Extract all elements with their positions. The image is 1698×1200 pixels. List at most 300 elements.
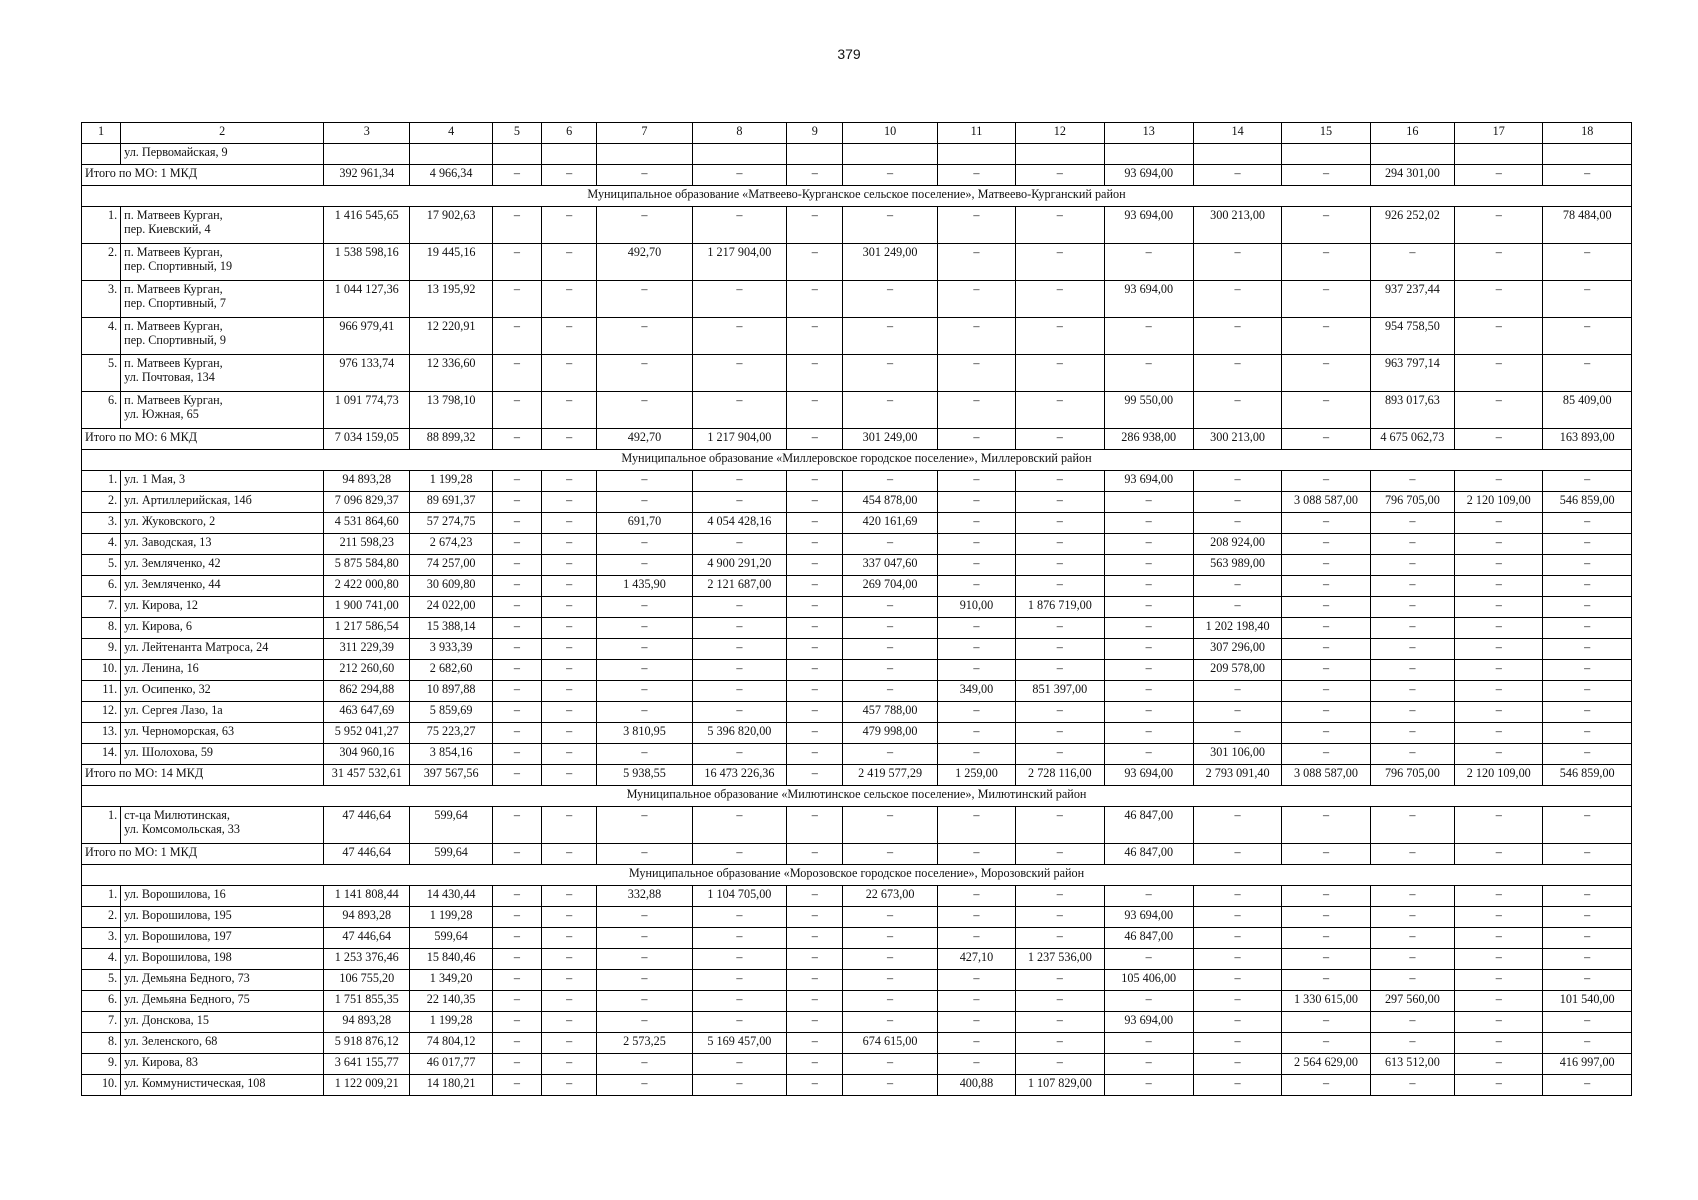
table-cell: – [1282,723,1370,744]
table-cell: – [1282,1012,1370,1033]
table-cell: – [1282,355,1370,392]
table-cell: ул. Ворошилова, 16 [121,886,324,907]
table-row [82,639,1632,660]
table-cell: 11. [82,681,121,702]
table-cell: ул. Ворошилова, 197 [121,928,324,949]
table-cell: 12 [1016,123,1104,144]
table-row [82,492,1632,513]
table-cell: – [597,1075,692,1096]
table-cell: – [937,744,1015,765]
table-cell: – [492,639,541,660]
table-cell: 5. [82,970,121,991]
table-cell: 10. [82,1075,121,1096]
table-cell: 8. [82,618,121,639]
table-cell: 1. [82,886,121,907]
table-cell: – [843,318,937,355]
table-cell: – [542,639,597,660]
address-line: п. Матвеев Курган, [124,319,223,333]
table-cell: 9 [787,123,843,144]
table-cell: 93 694,00 [1104,165,1193,186]
table-cell: – [597,702,692,723]
table-cell: – [692,970,786,991]
table-cell: – [937,534,1015,555]
table-cell: – [843,744,937,765]
table-cell: 12 220,91 [410,318,492,355]
table-cell: 796 705,00 [1370,492,1454,513]
table-cell: 1 202 198,40 [1193,618,1281,639]
table-cell: 2 120 109,00 [1455,492,1543,513]
table-cell: – [1543,1033,1632,1054]
table-cell: – [787,639,843,660]
table-cell: – [692,318,786,355]
table-cell: 599,64 [410,928,492,949]
table-cell: – [1455,844,1543,865]
table-cell: 5. [82,355,121,392]
table-row [82,513,1632,534]
table-cell: – [1543,1075,1632,1096]
table-cell: – [1016,723,1104,744]
table-cell: 163 893,00 [1543,429,1632,450]
table-row [82,281,1632,318]
table-cell: – [787,886,843,907]
table-cell: – [1016,807,1104,844]
table-cell: – [492,1054,541,1075]
table-cell [1543,144,1632,165]
table-cell: – [787,492,843,513]
table-cell: 1 199,28 [410,907,492,928]
table-cell: – [1016,991,1104,1012]
table-cell: 1 [82,123,121,144]
table-cell: – [597,555,692,576]
table-cell: – [937,928,1015,949]
table-cell: – [542,1012,597,1033]
table-cell: 93 694,00 [1104,207,1193,244]
table-cell: 400,88 [937,1075,1015,1096]
table-cell [787,144,843,165]
table-cell: 8. [82,1033,121,1054]
table-cell: 94 893,28 [324,907,410,928]
table-cell: – [1104,949,1193,970]
table-cell: – [1193,949,1281,970]
table-cell: – [1016,392,1104,429]
table-cell: ул. Коммунистическая, 108 [121,1075,324,1096]
table-cell: – [597,681,692,702]
table-cell: 337 047,60 [843,555,937,576]
table-cell: – [1455,949,1543,970]
table-cell: – [1370,534,1454,555]
table-cell: 3 088 587,00 [1282,492,1370,513]
table-cell: 301 106,00 [1193,744,1281,765]
table-cell: – [542,928,597,949]
table-cell: – [597,1012,692,1033]
table-cell: 926 252,02 [1370,207,1454,244]
table-cell: 546 859,00 [1543,765,1632,786]
table-cell: – [843,165,937,186]
table-cell: 5 875 584,80 [324,555,410,576]
table-cell: – [492,807,541,844]
table-cell: – [692,681,786,702]
table-cell: – [542,949,597,970]
total-row [82,844,1632,865]
table-cell: – [1104,355,1193,392]
table-cell: – [1455,723,1543,744]
table-cell: 78 484,00 [1543,207,1632,244]
table-cell: – [1370,513,1454,534]
table-cell: – [1104,639,1193,660]
table-cell: 5 169 457,00 [692,1033,786,1054]
table-cell: – [1016,281,1104,318]
table-cell: 2 573,25 [597,1033,692,1054]
table-cell: – [1282,429,1370,450]
table-cell: – [542,1054,597,1075]
table-cell: – [1370,907,1454,928]
table-cell: 1 237 536,00 [1016,949,1104,970]
table-cell: 613 512,00 [1370,1054,1454,1075]
table-cell: – [1455,660,1543,681]
table-cell: 691,70 [597,513,692,534]
table-cell: ул. Шолохова, 59 [121,744,324,765]
table-cell: – [787,165,843,186]
table-cell: – [1282,907,1370,928]
table-row [82,144,1632,165]
table-cell: – [1455,1054,1543,1075]
table-cell: – [1104,702,1193,723]
table-cell: – [1370,681,1454,702]
address-line: п. Матвеев Курган, [124,245,223,259]
table-cell: – [843,660,937,681]
table-cell: – [787,991,843,1012]
table-cell: – [1104,534,1193,555]
table-cell: 13 798,10 [410,392,492,429]
table-cell: – [542,1033,597,1054]
table-cell: – [542,807,597,844]
table-cell: – [1282,844,1370,865]
table-cell [1282,144,1370,165]
table-cell: – [937,844,1015,865]
table-cell: – [1543,949,1632,970]
table-cell: – [492,244,541,281]
table-cell: – [937,355,1015,392]
table-cell: – [597,355,692,392]
table-cell: – [597,281,692,318]
table-cell: 300 213,00 [1193,429,1281,450]
table-cell [82,144,121,165]
table-cell: – [1193,886,1281,907]
table-cell: 5 [492,123,541,144]
table-cell [1370,144,1454,165]
table-cell: – [1455,744,1543,765]
table-cell: – [1543,928,1632,949]
table-cell: ул. Сергея Лазо, 1а [121,702,324,723]
table-cell: – [1370,555,1454,576]
table-cell: – [937,492,1015,513]
table-cell: 3. [82,513,121,534]
table-cell: – [1016,576,1104,597]
table-cell: 392 961,34 [324,165,410,186]
table-cell: 332,88 [597,886,692,907]
table-cell: – [692,618,786,639]
table-cell: 4 966,34 [410,165,492,186]
table-cell: – [542,555,597,576]
table-cell: – [937,555,1015,576]
table-cell: – [1104,886,1193,907]
table-row [82,723,1632,744]
table-cell: 1 107 829,00 [1016,1075,1104,1096]
table-cell: – [1370,1033,1454,1054]
table-cell: 17 902,63 [410,207,492,244]
table-cell: 209 578,00 [1193,660,1281,681]
table-cell [324,144,410,165]
table-cell: – [692,165,786,186]
table-row [82,970,1632,991]
table-cell: 211 598,23 [324,534,410,555]
table-cell: – [843,844,937,865]
table-cell: – [1104,1075,1193,1096]
table-cell: – [787,618,843,639]
table-cell: – [692,949,786,970]
table-cell: – [1455,318,1543,355]
table-cell: 300 213,00 [1193,207,1281,244]
table-cell: – [492,907,541,928]
table-cell: ул. Осипенко, 32 [121,681,324,702]
table-cell: – [542,281,597,318]
table-cell: – [787,1012,843,1033]
table-cell: 7. [82,1012,121,1033]
table-cell: 4 531 864,60 [324,513,410,534]
table-cell: – [1370,949,1454,970]
address-line: ул. Южная, 65 [124,407,199,421]
table-cell: – [1455,1033,1543,1054]
table-cell: – [1282,281,1370,318]
table-cell: – [1104,318,1193,355]
table-cell: 311 229,39 [324,639,410,660]
column-number-header [82,123,1632,144]
table-cell: ул. Ворошилова, 195 [121,907,324,928]
table-cell: – [542,1075,597,1096]
table-cell: – [1193,1012,1281,1033]
table-row [82,1075,1632,1096]
table-cell: – [1104,744,1193,765]
table-cell: ул. Кирова, 12 [121,597,324,618]
table-cell: – [1193,1075,1281,1096]
table-cell: – [937,639,1015,660]
table-cell: 12. [82,702,121,723]
table-cell: – [542,207,597,244]
table-cell: – [1016,844,1104,865]
table-cell: – [597,492,692,513]
table-cell: – [1543,907,1632,928]
municipality-header-row [82,450,1632,471]
table-cell: 14 [1193,123,1281,144]
table-cell: – [1543,576,1632,597]
table-cell: – [1016,429,1104,450]
table-cell: – [542,318,597,355]
table-cell: – [1543,244,1632,281]
table-cell: – [1370,1012,1454,1033]
budget-table [81,122,1632,1096]
table-cell: 10 897,88 [410,681,492,702]
table-cell: 12 336,60 [410,355,492,392]
table-cell: – [1543,886,1632,907]
table-cell: – [1455,928,1543,949]
table-cell: – [597,744,692,765]
table-cell: – [492,1033,541,1054]
table-cell: – [692,660,786,681]
table-cell: 5. [82,555,121,576]
table-cell: – [492,597,541,618]
address-line: п. Матвеев Курган, [124,393,223,407]
table-cell: 85 409,00 [1543,392,1632,429]
table-cell: 269 704,00 [843,576,937,597]
table-cell: – [787,534,843,555]
table-cell: – [1543,513,1632,534]
table-cell: 1 416 545,65 [324,207,410,244]
table-cell: – [1282,660,1370,681]
table-cell: 2. [82,244,121,281]
total-row [82,429,1632,450]
table-cell: – [1016,513,1104,534]
table-cell: 93 694,00 [1104,471,1193,492]
table-cell: ул. Ленина, 16 [121,660,324,681]
table-cell: 17 [1455,123,1543,144]
table-cell [542,144,597,165]
address-line: ул. Почтовая, 134 [124,370,215,384]
table-cell: 19 445,16 [410,244,492,281]
table-row [82,660,1632,681]
table-cell: – [937,907,1015,928]
table-cell: 47 446,64 [324,844,410,865]
municipality-header-row [82,786,1632,807]
table-cell: – [597,1054,692,1075]
table-row [82,991,1632,1012]
table-cell: – [787,765,843,786]
table-cell: – [542,513,597,534]
table-cell: 5 396 820,00 [692,723,786,744]
table-row [82,618,1632,639]
table-cell: 57 274,75 [410,513,492,534]
table-cell: 479 998,00 [843,723,937,744]
table-row [82,928,1632,949]
table-cell: – [787,392,843,429]
table-cell: – [1282,207,1370,244]
table-cell: – [1193,807,1281,844]
table-cell: – [1455,429,1543,450]
table-cell: 4 [410,123,492,144]
table-cell: – [692,492,786,513]
table-cell: – [597,207,692,244]
table-cell: 6 [542,123,597,144]
table-cell: – [787,555,843,576]
table-cell: ул. Ворошилова, 198 [121,949,324,970]
table-cell: 3 810,95 [597,723,692,744]
table-cell: 492,70 [597,244,692,281]
table-cell: – [1455,165,1543,186]
table-cell: – [597,844,692,865]
table-cell: – [1193,970,1281,991]
table-cell: – [1370,618,1454,639]
table-cell: – [492,429,541,450]
table-cell: – [542,618,597,639]
table-cell: – [492,991,541,1012]
table-cell [937,144,1015,165]
table-cell: – [843,207,937,244]
table-cell: – [1543,165,1632,186]
table-cell: – [1282,681,1370,702]
table-cell: Муниципальное образование «Матвеево-Курганское сельское поселение», Матвеево-Курганский район [82,186,1632,207]
table-cell: 15 840,46 [410,949,492,970]
table-cell: 5 938,55 [597,765,692,786]
table-cell: 2 728 116,00 [1016,765,1104,786]
table-cell: – [937,165,1015,186]
table-cell: – [1016,660,1104,681]
table-row [82,555,1632,576]
table-cell: 93 694,00 [1104,281,1193,318]
table-cell: – [1455,1075,1543,1096]
table-cell: – [542,355,597,392]
table-cell: – [843,355,937,392]
table-row [82,471,1632,492]
table-cell: – [787,207,843,244]
table-row [82,681,1632,702]
table-cell: 2 422 000,80 [324,576,410,597]
table-cell: – [1370,886,1454,907]
table-cell: – [1016,744,1104,765]
table-cell: – [542,991,597,1012]
table-cell: 1 122 009,21 [324,1075,410,1096]
table-cell: – [1104,244,1193,281]
table-cell: – [1193,471,1281,492]
table-cell: 13 [1104,123,1193,144]
table-cell: – [1455,207,1543,244]
table-cell: – [492,555,541,576]
table-cell: 94 893,28 [324,471,410,492]
table-cell: – [843,1054,937,1075]
table-cell: – [787,1054,843,1075]
table-cell: – [597,471,692,492]
table-cell: – [843,681,937,702]
table-row [82,886,1632,907]
table-cell: – [1370,807,1454,844]
table-cell: – [1282,513,1370,534]
table-cell: – [1455,702,1543,723]
table-cell: 1 217 904,00 [692,244,786,281]
table-cell: – [843,970,937,991]
table-cell: 30 609,80 [410,576,492,597]
table-cell: 1. [82,471,121,492]
table-cell: – [1282,949,1370,970]
table-cell: – [542,165,597,186]
table-cell: – [937,702,1015,723]
table-cell: – [1282,555,1370,576]
table-cell: ул. Кирова, 6 [121,618,324,639]
table-cell: ул. Кирова, 83 [121,1054,324,1075]
table-cell: – [492,534,541,555]
table-cell: 5 918 876,12 [324,1033,410,1054]
table-cell: – [937,1054,1015,1075]
table-cell: – [542,429,597,450]
table-cell: 851 397,00 [1016,681,1104,702]
table-cell: – [597,907,692,928]
table-cell: 93 694,00 [1104,765,1193,786]
table-row [82,1033,1632,1054]
table-cell: 1 751 855,35 [324,991,410,1012]
table-cell [121,807,324,844]
table-cell: ул. 1 Мая, 3 [121,471,324,492]
table-cell: – [1104,513,1193,534]
table-cell: – [1282,970,1370,991]
table-cell [121,392,324,429]
table-cell: – [542,597,597,618]
